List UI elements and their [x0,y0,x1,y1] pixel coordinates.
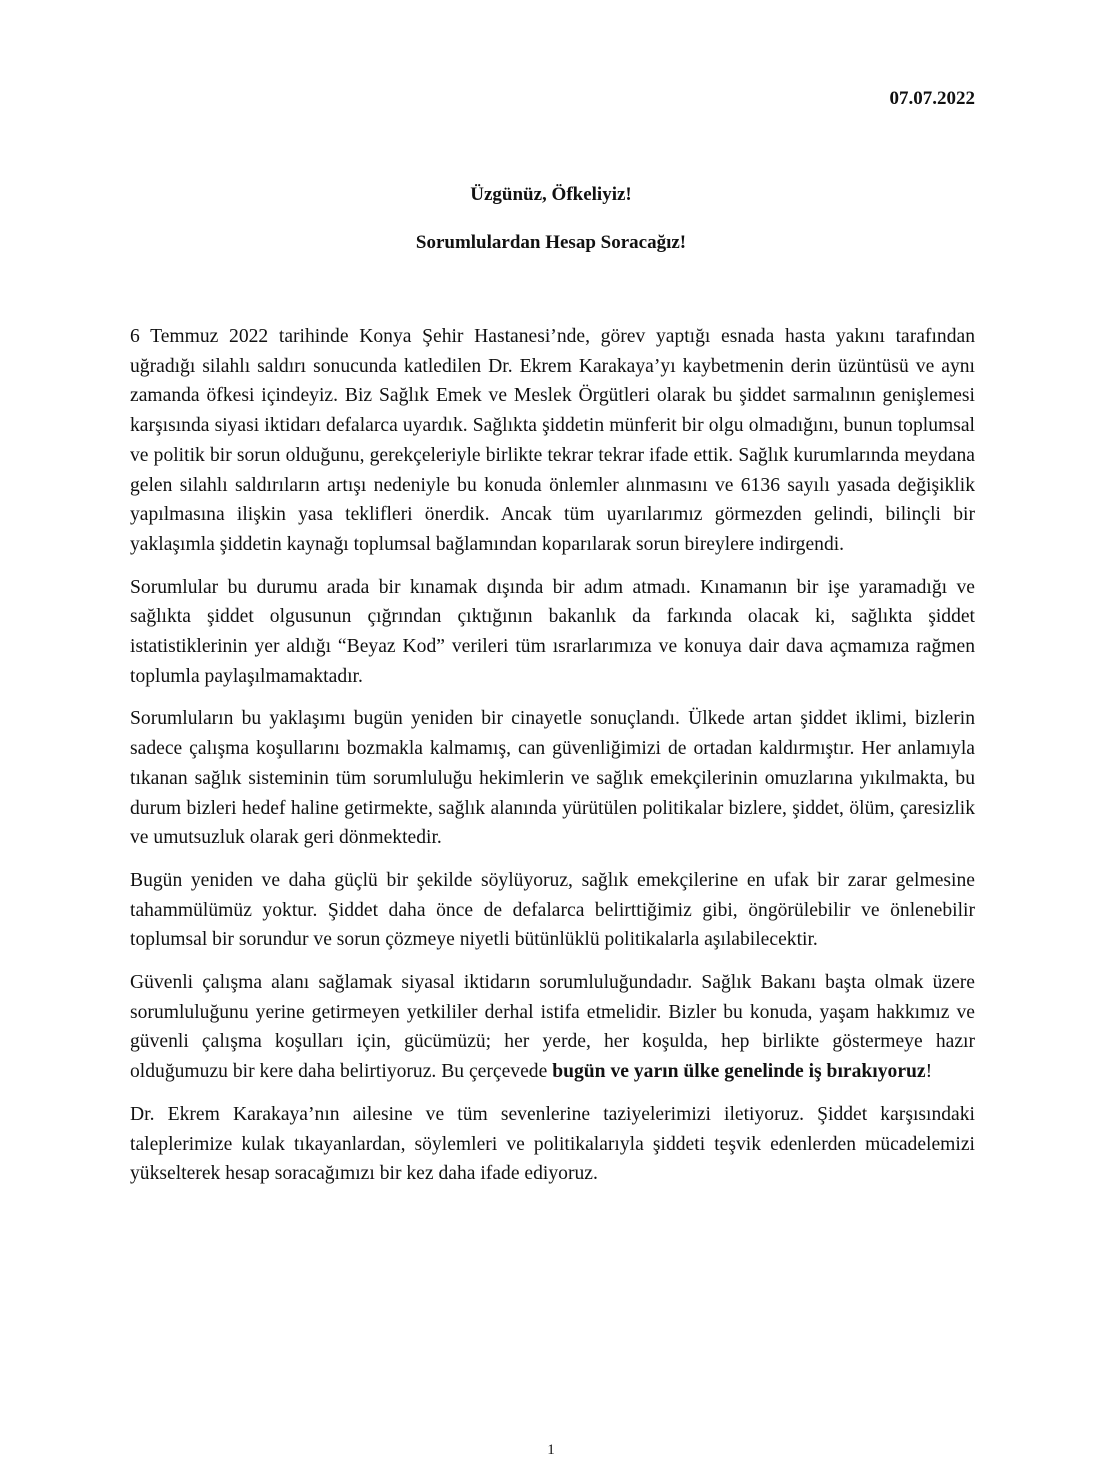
body-paragraph: Dr. Ekrem Karakaya’nın ailesine ve tüm sevenlerine taziyelerimizi iletiyoruz. Şiddet karşısındaki taleplerimize kulak tıkayanlardan, söylemleri ve politikalarıyla şiddeti teşvik edenlerden mücadelemizi yükselterek hesap soracağımızı bir kez daha ifade ediyoruz. [130,1103,975,1185]
strike-announcement: bugün ve yarın ülke genelinde iş bırakıyoruz [552,1061,926,1083]
document-subtitle: Sorumlulardan Hesap Soracağız! [415,232,687,253]
body-paragraph: Sorumlular bu durumu arada bir kınamak dışında bir adım atmadı. Kınamanın bir işe yaramadığı ve sağlıkta şiddet olgusunun çığrından çıktığının bakanlık da farkında olacak ki, sağlıkta şiddet istatistiklerinin yer aldığı “Beyaz Kod” verileri tüm ısrarlarımıza ve konuya dair dava açmamıza rağmen toplumla paylaşılmamaktadır. [130,576,975,687]
body-paragraph-strike-call [130,968,975,1087]
document-date: 07.07.2022 [889,88,975,109]
body-paragraph: Bugün yeniden ve daha güçlü bir şekilde söylüyoruz, sağlık emekçilerine en ufak bir zarar gelmesine tahammülümüz yoktur. Şiddet daha önce de defalarca belirttiğimiz gibi, öngörülebilir ve önlenebilir toplumsal bir sorundur ve sorun çözmeye niyetli bütünlüklü politikalarla aşılabilecektir. [130,869,975,951]
body-paragraph: 6 Temmuz 2022 tarihinde Konya Şehir Hastanesi’nde, görev yaptığı esnada hasta yakını tarafından uğradığı silahlı saldırı sonucunda katledilen Dr. Ekrem Karakaya’yı kaybetmenin derin üzüntüsü ve aynı zamanda öfkesi içindeyiz. Biz Sağlık Emek ve Meslek Örgütleri olarak bu şiddet sarmalının genişlemesi karşısında siyasi iktidarı defalarca uyardık. Sağlıkta şiddetin münferit bir olgu olmadığını, bunun toplumsal ve politik bir sorun olduğunu, gerekçeleriyle birlikte tekrar tekrar ifade ettik. Sağlık kurumlarında meydana gelen silahlı saldırıların artışı nedeniyle bu konuda önlemler alınmasını ve 6136 sayılı yasada değişiklik yapılmasına ilişkin yasa teklifleri önerdik. Ancak tüm uyarılarımız görmezden gelindi, bilinçli bir yaklaşımla şiddetin kaynağı toplumsal bağlamından koparılarak sorun bireylere indirgendi. [130,326,975,555]
body-paragraph: Sorumluların bu yaklaşımı bugün yeniden bir cinayetle sonuçlandı. Ülkede artan şiddet iklimi, bizlerin sadece çalışma koşullarını bozmakla kalmamış, can güvenliğimizi de ortadan kaldırmıştır. Her anlamıyla tıkanan sağlık sisteminin tüm sorumluluğu hekimlerin ve sağlık emekçilerinin omuzlarına yıkılmakta, bu durum bizleri hedef haline getirmekte, sağlık alanında yürütülen politikalar bizlere, şiddet, ölüm, çaresizlik ve umutsuzluk olarak geri dönmektedir. [130,708,975,849]
paragraph-end: ! [925,1061,933,1083]
document-body [130,322,975,1202]
document-title: Üzgünüz, Öfkeliyiz! [470,184,632,205]
paragraph-text: Güvenli çalışma alanı sağlamak siyasal iktidarın sorumluluğundadır. Sağlık Bakanı başta olmak üzere sorumluluğunu yerine getirmeyen yetkililer derhal istifa etmelidir. Bizler bu konuda, yaşam hakkımız ve güvenli çalışma koşulları için, gücümüzü; her yerde, her koşulda, hep birlikte göstermeye hazır olduğumuzu bir kere daha belirtiyoruz. Bu çerçevede [130,972,975,1083]
page-number: 1 [547,1442,555,1458]
